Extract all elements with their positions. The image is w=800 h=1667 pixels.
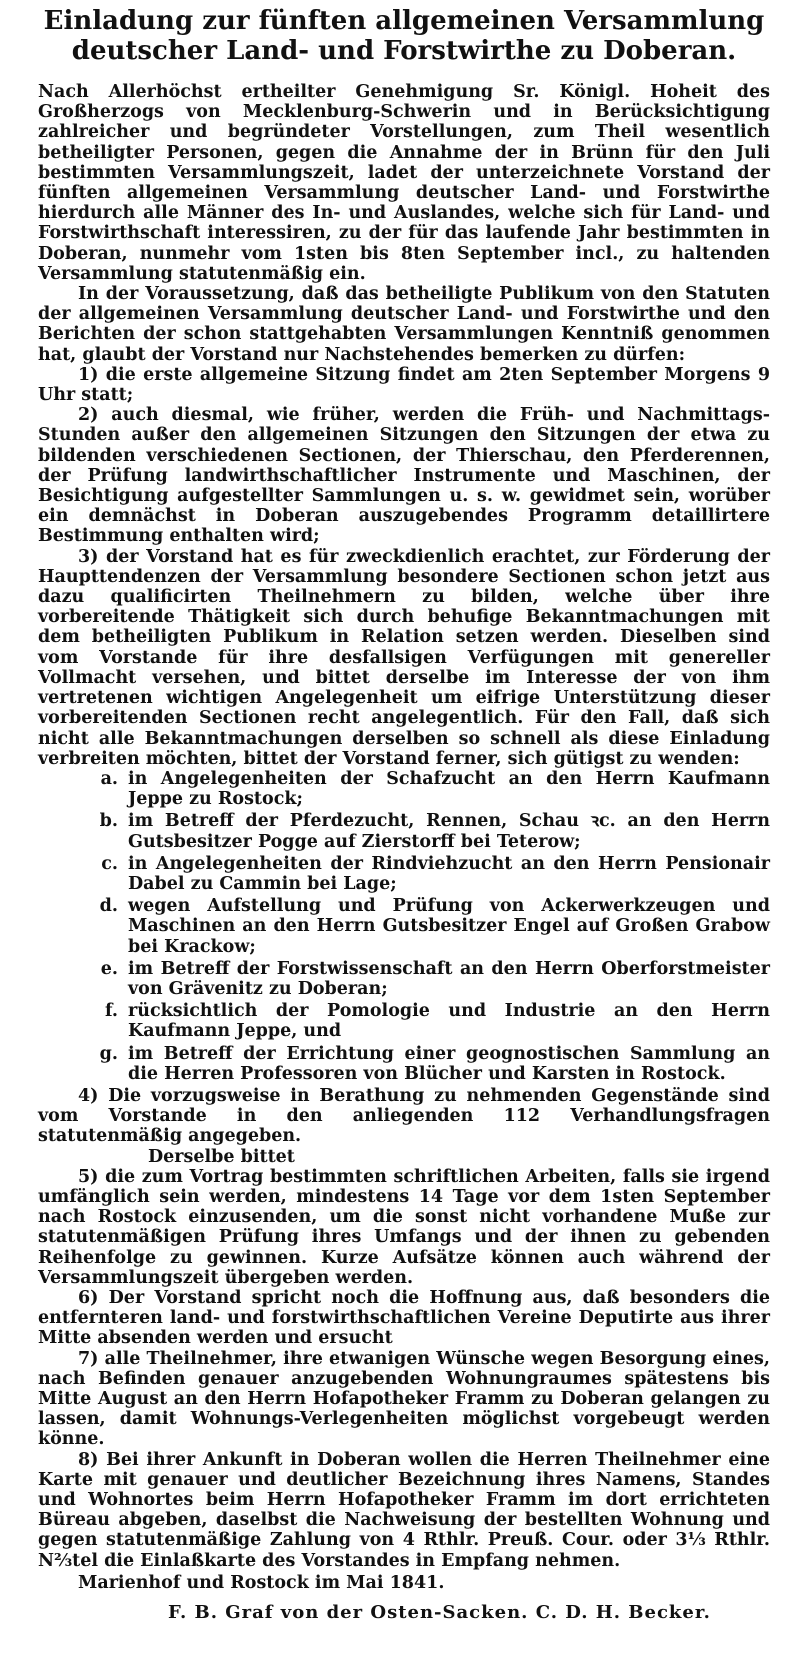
contact-text: im Betreff der Errichtung einer geognostischen Sammlung an die Herren Professoren von Blücher und Karsten in Rostock. <box>128 1043 770 1084</box>
signatures: F. B. Graf von der Osten-Sacken. C. D. H. Becker. <box>168 1602 711 1624</box>
contact-letter: d. <box>99 896 118 917</box>
contact-text: wegen Aufstellung und Prüfung von Ackerwerkzeugen und Maschinen an den Herrn Gutsbesitzer Engel auf Großen Grabow bei Krackow; <box>128 896 770 957</box>
intro-paragraph: Nach Allerhöchst ertheilter Genehmigung Sr. Königl. Hoheit des Großherzogs von Mecklenburg-Schwerin und in Berücksichtigung zahlreicher und begründeter Vorstellungen, zum Theil wesentlich betheiligter Personen, gegen die Annahme der in Brünn für den Juli bestimmten Versammlungszeit, ladet der unterzeichnete Vorstand der fünften allgemeinen Versammlung deutscher Land- und Forstwirthe hierdurch alle Männer des In- und Auslandes, welche sich für Land- und Forstwirthschaft interessiren, zu der für das laufende Jahr bestimmten in Doberan, nunmehr vom 1sten bis 8ten September incl., zu haltenden Versammlung statutenmäßig ein. <box>38 82 770 284</box>
point-1: 1) die erste allgemeine Sitzung findet am 2ten September Morgens 9 Uhr statt; <box>38 364 770 406</box>
point-6: 6) Der Vorstand spricht noch die Hoffnung aus, daß besonders die entfernteren land- und forstwirthschaftlichen Vereine Deputirte aus ihrer Mitte absenden werden und ersucht <box>38 1287 770 1349</box>
contact-item-e <box>38 959 770 999</box>
premise-paragraph: In der Voraussetzung, daß das betheiligte Publikum von den Statuten der allgemeinen Versammlung deutscher Land- und Forstwirthe und den Berichten der schon stattgehabten Versammlungen Kenntniß genommen hat, glaubt der Vorstand nur Nachstehendes bemerken zu dürfen: <box>38 284 770 365</box>
contact-letter: f. <box>105 1001 118 1022</box>
point-7: 7) alle Theilnehmer, ihre etwanigen Wünsche wegen Besorgung eines, nach Befinden genauer anzugebenden Wohnungraumes spätestens bis Mitte August an den Herrn Hofapotheker Framm zu Doberan gelangen zu lassen, damit Wohnungs-Verlegenheiten möglichst vorgebeugt werden könne. <box>38 1348 770 1450</box>
point-5: 5) die zum Vortrag bestimmten schriftlichen Arbeiten, falls sie irgend umfänglich sein werden, mindestens 14 Tage vor dem 1sten September nach Rostock einzusenden, um die sonst nicht vorhandene Muße zur statutenmäßigen Prüfung ihres Umfangs und der ihnen zu gebenden Reihenfolge zu gewinnen. Kurze Aufsätze können auch während der Versammlungszeit übergeben werden. <box>38 1166 770 1288</box>
point-2: 2) auch diesmal, wie früher, werden die Früh- und Nachmittags-Stunden außer den allgemeinen Sitzungen den Sitzungen der etwa zu bildenden verschiedenen Sectionen, der Thierschau, den Pferderennen, der Prüfung landwirthschaftlicher Instrumente und Maschinen, der Besichtigung aufgestellter Sammlungen u. s. w. gewidmet sein, worüber ein demnächst in Doberan auszugebendes Programm detaillirtere Bestimmung enthalten wird; <box>38 405 770 547</box>
request-line: Derselbe bittet <box>148 1146 295 1167</box>
title-line-1: Einladung zur fünften allgemeinen Versammlung <box>43 6 765 36</box>
point-4: 4) Die vorzugsweise in Berathung zu nehmenden Gegenstände sind vom Vorstande in den anliegenden 112 Verhandlungsfragen statutenmäßig angegeben. <box>38 1085 770 1147</box>
contact-item-c <box>38 854 770 894</box>
contact-text: rücksichtlich der Pomologie und Industrie an den Herrn Kaufmann Jeppe, und <box>128 1001 770 1042</box>
contact-item-a <box>38 769 770 809</box>
point-8: 8) Bei ihrer Ankunft in Doberan wollen die Herren Theilnehmer eine Karte mit genauer und deutlicher Bezeichnung ihres Namens, Standes und Wohnortes beim Herrn Hofapotheker Framm im dort errichteten Büreau abgeben, daselbst die Nachweisung der bestellten Wohnung und gegen statutenmäßige Zahlung von 4 Rthlr. Preuß. Cour. oder 3⅓ Rthlr. N⅔tel die Einlaßkarte des Vorstandes in Empfang nehmen. <box>38 1449 770 1571</box>
contact-text: in Angelegenheiten der Schafzucht an den Herrn Kaufmann Jeppe zu Rostock; <box>128 768 770 810</box>
contact-item-g <box>38 1044 770 1084</box>
contact-text: im Betreff der Pferdezucht, Rennen, Schau ꝛc. an den Herrn Gutsbesitzer Pogge auf Zierstorff bei Teterow; <box>128 811 770 852</box>
contact-text: im Betreff der Forstwissenschaft an den Herrn Oberforstmeister von Grävenitz zu Doberan; <box>128 958 770 999</box>
contact-list <box>38 769 770 1084</box>
contact-letter: e. <box>100 958 118 979</box>
contact-letter: a. <box>100 768 118 789</box>
title-line-2: deutscher Land- und Forstwirthe zu Doberan. <box>71 36 737 66</box>
place-date: Marienhof und Rostock im Mai 1841. <box>78 1572 445 1593</box>
contact-letter: b. <box>99 811 118 832</box>
document-title <box>38 6 770 66</box>
contact-text: in Angelegenheiten der Rindviehzucht an den Herrn Pensionair Dabel zu Cammin bei Lage; <box>128 853 770 894</box>
contact-item-b <box>38 811 770 851</box>
contact-letter: c. <box>101 853 118 874</box>
document-body <box>38 82 770 1623</box>
contact-letter: g. <box>99 1043 118 1064</box>
contact-item-f <box>38 1001 770 1041</box>
contact-item-d <box>38 896 770 957</box>
point-3: 3) der Vorstand hat es für zweckdienlich erachtet, zur Förderung der Haupttendenzen der Versammlung besondere Sectionen schon jetzt aus dazu qualificirten Theilnehmern zu bilden, welche über ihre vorbereitende Thätigkeit sich durch behufige Bekanntmachungen mit dem betheiligten Publikum in Relation setzen werden. Dieselben sind vom Vorstande für ihre desfallsigen Verfügungen mit genereller Vollmacht versehen, und bittet derselbe im Interesse der von ihm vertretenen wichtigen Angelegenheit um eifrige Unterstützung dieser vorbereitenden Sectionen recht angelegentlich. Für den Fall, daß sich nicht alle Bekanntmachungen derselben so schnell als diese Einladung verbreiten möchten, bittet der Vorstand ferner, sich gütigst zu wenden: <box>38 546 770 769</box>
